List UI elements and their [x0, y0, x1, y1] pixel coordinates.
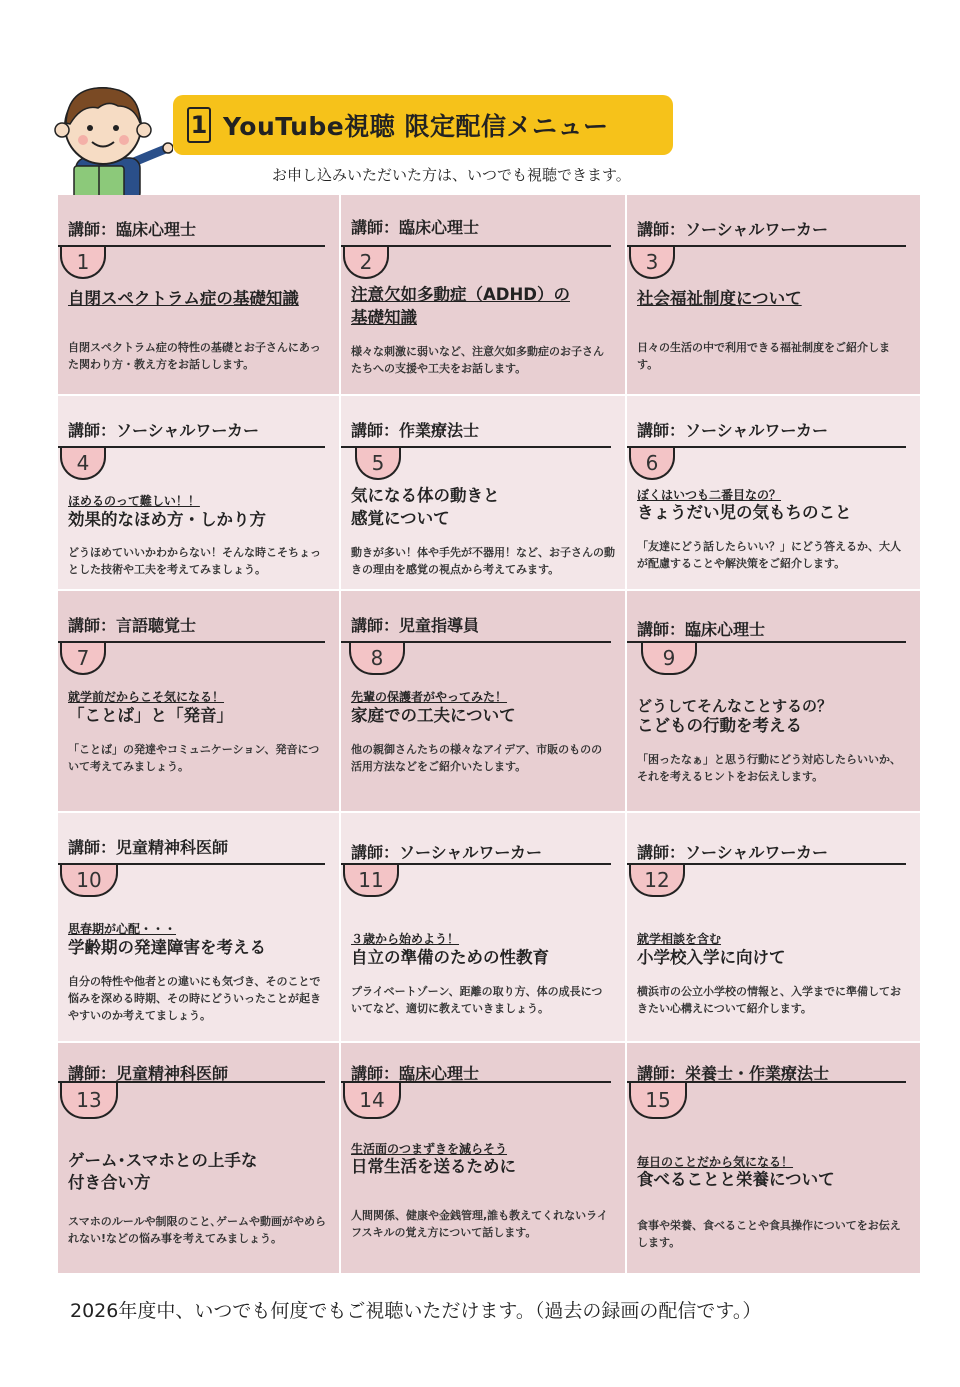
- instructor-label: 講師：ソーシャルワーカー: [637, 421, 829, 440]
- lecture-number: 10: [60, 865, 118, 897]
- lecture-card: [58, 396, 341, 591]
- lecture-number: 12: [629, 865, 685, 897]
- lecture-subtitle: ぼくはいつも二番目なの？: [637, 488, 782, 502]
- lecture-subtitle: 毎日のことだから気になる！: [637, 1155, 794, 1169]
- lecture-title: 日常生活を送るために: [351, 1157, 516, 1176]
- instructor-label: 講師：児童精神科医師: [68, 1064, 229, 1083]
- lecture-title: こどもの行動を考える: [637, 716, 802, 735]
- lecture-description: 「困ったなぁ」と思う行動にどう対応したらいいか、それを考えるヒントをお伝えします。: [637, 753, 901, 783]
- footer-note: 2026年度中、いつでも何度でもご視聴いただけます。（過去の録画の配信です。）: [70, 1300, 762, 1322]
- instructor-label: 講師：臨床心理士: [351, 218, 480, 237]
- lecture-card: [341, 1043, 627, 1275]
- lecture-card: [341, 591, 627, 813]
- lecture-card: [627, 195, 922, 396]
- lecture-subtitle: ３歳から始めよう！: [351, 932, 460, 946]
- lecture-title: 自立の準備のための性教育: [351, 948, 549, 967]
- lecture-number: 15: [629, 1083, 687, 1119]
- lecture-number: 4: [60, 448, 106, 480]
- lecture-number: 6: [629, 448, 675, 480]
- lecture-description: 食事や栄養、食べることや食具操作についてをお伝えします。: [637, 1219, 901, 1249]
- lecture-subtitle: 先輩の保護者がやってみた！: [351, 690, 508, 704]
- instructor-label: 講師：臨床心理士: [637, 620, 766, 639]
- lecture-card: [58, 1043, 341, 1275]
- banner-title: YouTube視聴 限定配信メニュー: [223, 112, 609, 141]
- lecture-card: [58, 195, 341, 396]
- lecture-description: 「友達にどう話したらいい？」にどう答えるか、大人が配慮することや解決策をご紹介します。: [637, 540, 901, 570]
- lecture-description: 他の親御さんたちの様々なアイデア、市販のものの活用方法などをご紹介いたします。: [351, 743, 603, 773]
- lecture-number: 14: [343, 1083, 401, 1119]
- instructor-label: 講師：ソーシャルワーカー: [637, 843, 829, 862]
- instructor-label: 講師：臨床心理士: [351, 1064, 480, 1083]
- instructor-label: 講師：ソーシャルワーカー: [351, 843, 543, 862]
- lecture-description: スマホのルールや制限のこと､ゲームや動画がやめられない!などの悩み事を考えてみましょう。: [68, 1215, 327, 1245]
- lecture-card: [341, 396, 627, 591]
- lecture-subtitle: ほめるのって難しい！！: [68, 494, 200, 508]
- lecture-number: 5: [355, 448, 401, 480]
- lecture-title: ゲーム･スマホとの上手な: [68, 1151, 258, 1170]
- banner-number: 1: [187, 107, 211, 143]
- lecture-subtitle: 生活面のつまずきを減らそう: [351, 1142, 508, 1156]
- lecture-number: 1: [60, 247, 106, 279]
- lecture-description: 人間関係、健康や金銭管理,誰も教えてくれないライフスキルの覚え方について話します。: [351, 1209, 608, 1239]
- lecture-number: 3: [629, 247, 675, 279]
- lecture-title: 小学校入学に向けて: [637, 948, 786, 967]
- instructor-label: 講師：臨床心理士: [68, 220, 197, 239]
- lecture-title: 社会福祉制度について: [637, 289, 802, 308]
- lecture-subtitle: 就学前だからこそ気になる！: [68, 690, 225, 704]
- lecture-description: 様々な刺激に弱いなど、注意欠如多動症のお子さんたちへの支援や工夫をお話します。: [351, 345, 604, 375]
- intro-text: お申し込みいただいた方は、いつでも視聴できます。: [272, 166, 631, 184]
- lecture-number: 8: [349, 643, 405, 675]
- lecture-title: 効果的なほめ方・しかり方: [68, 510, 266, 529]
- instructor-label: 講師：ソーシャルワーカー: [68, 421, 260, 440]
- lecture-description: 「ことば」の発達やコミュニケーション、発音について考えてみましょう。: [68, 743, 320, 773]
- lecture-description: どうほめていいかわからない！そんな時こそちょっとした技術や工夫を考えてみましょう。: [68, 546, 321, 576]
- lecture-card: [341, 813, 627, 1043]
- lecture-number: 11: [343, 865, 399, 897]
- lecture-title: 食べることと栄養について: [637, 1170, 835, 1189]
- lecture-description: 横浜市の公立小学校の情報と、入学までに準備しておきたい心構えについて紹介します。: [637, 985, 901, 1015]
- lecture-title: 学齢期の発達障害を考える: [68, 938, 266, 957]
- lecture-subtitle: 就学相談を含む: [637, 932, 722, 946]
- lecture-card: [58, 813, 341, 1043]
- menu-banner: [173, 95, 673, 155]
- lecture-grid: [58, 195, 922, 1275]
- lecture-description: プライベートゾーン、距離の取り方、体の成長についてなど、適切に教えていきましょう。: [351, 985, 603, 1015]
- lecture-title: 自閉スペクトラム症の基礎知識: [68, 289, 299, 308]
- lecture-card: [58, 591, 341, 813]
- boy-mascot-illustration: [48, 78, 173, 203]
- lecture-description: 日々の生活の中で利用できる福祉制度をご紹介します。: [637, 341, 890, 371]
- lecture-description: 自閉スペクトラム症の特性の基礎とお子さんにあった関わり方・教え方をお話しします。: [68, 341, 321, 371]
- lecture-number: 9: [641, 643, 697, 675]
- instructor-label: 講師：児童指導員: [351, 616, 480, 635]
- lecture-title: 「ことば」と「発音」: [68, 706, 233, 725]
- lecture-card: [627, 396, 922, 591]
- lecture-card: [627, 591, 922, 813]
- lecture-number: 13: [60, 1083, 118, 1119]
- lecture-title: 感覚について: [351, 509, 450, 528]
- lecture-title: 付き合い方: [68, 1173, 151, 1192]
- lecture-subtitle: 思春期が心配・・・: [68, 922, 177, 936]
- instructor-label: 講師：栄養士・作業療法士: [637, 1064, 830, 1083]
- lecture-card: [627, 1043, 922, 1275]
- lecture-description: 自分の特性や他者との違いにも気づき、そのことで悩みを深める時期、その時にどういったことが起きやすいのか考えてましょう。: [68, 975, 321, 1022]
- lecture-title: 基礎知識: [351, 308, 417, 327]
- lecture-title: 家庭での工夫について: [351, 706, 516, 725]
- lecture-title: 注意欠如多動症（ADHD）の: [351, 285, 570, 304]
- lecture-description: 動きが多い！体や手先が不器用！など、お子さんの動きの理由を感覚の視点から考えてみます。: [351, 546, 615, 576]
- lecture-title: どうしてそんなことするの？: [637, 697, 833, 715]
- instructor-label: 講師：ソーシャルワーカー: [637, 220, 829, 239]
- lecture-title: きょうだい児の気もちのこと: [637, 503, 852, 522]
- lecture-title: 気になる体の動きと: [351, 486, 500, 505]
- instructor-label: 講師：作業療法士: [351, 421, 480, 440]
- instructor-label: 講師：児童精神科医師: [68, 838, 229, 857]
- lecture-card: [627, 813, 922, 1043]
- lecture-card: [341, 195, 627, 396]
- lecture-number: 2: [343, 247, 389, 279]
- instructor-label: 講師：言語聴覚士: [68, 616, 197, 635]
- lecture-number: 7: [60, 643, 106, 675]
